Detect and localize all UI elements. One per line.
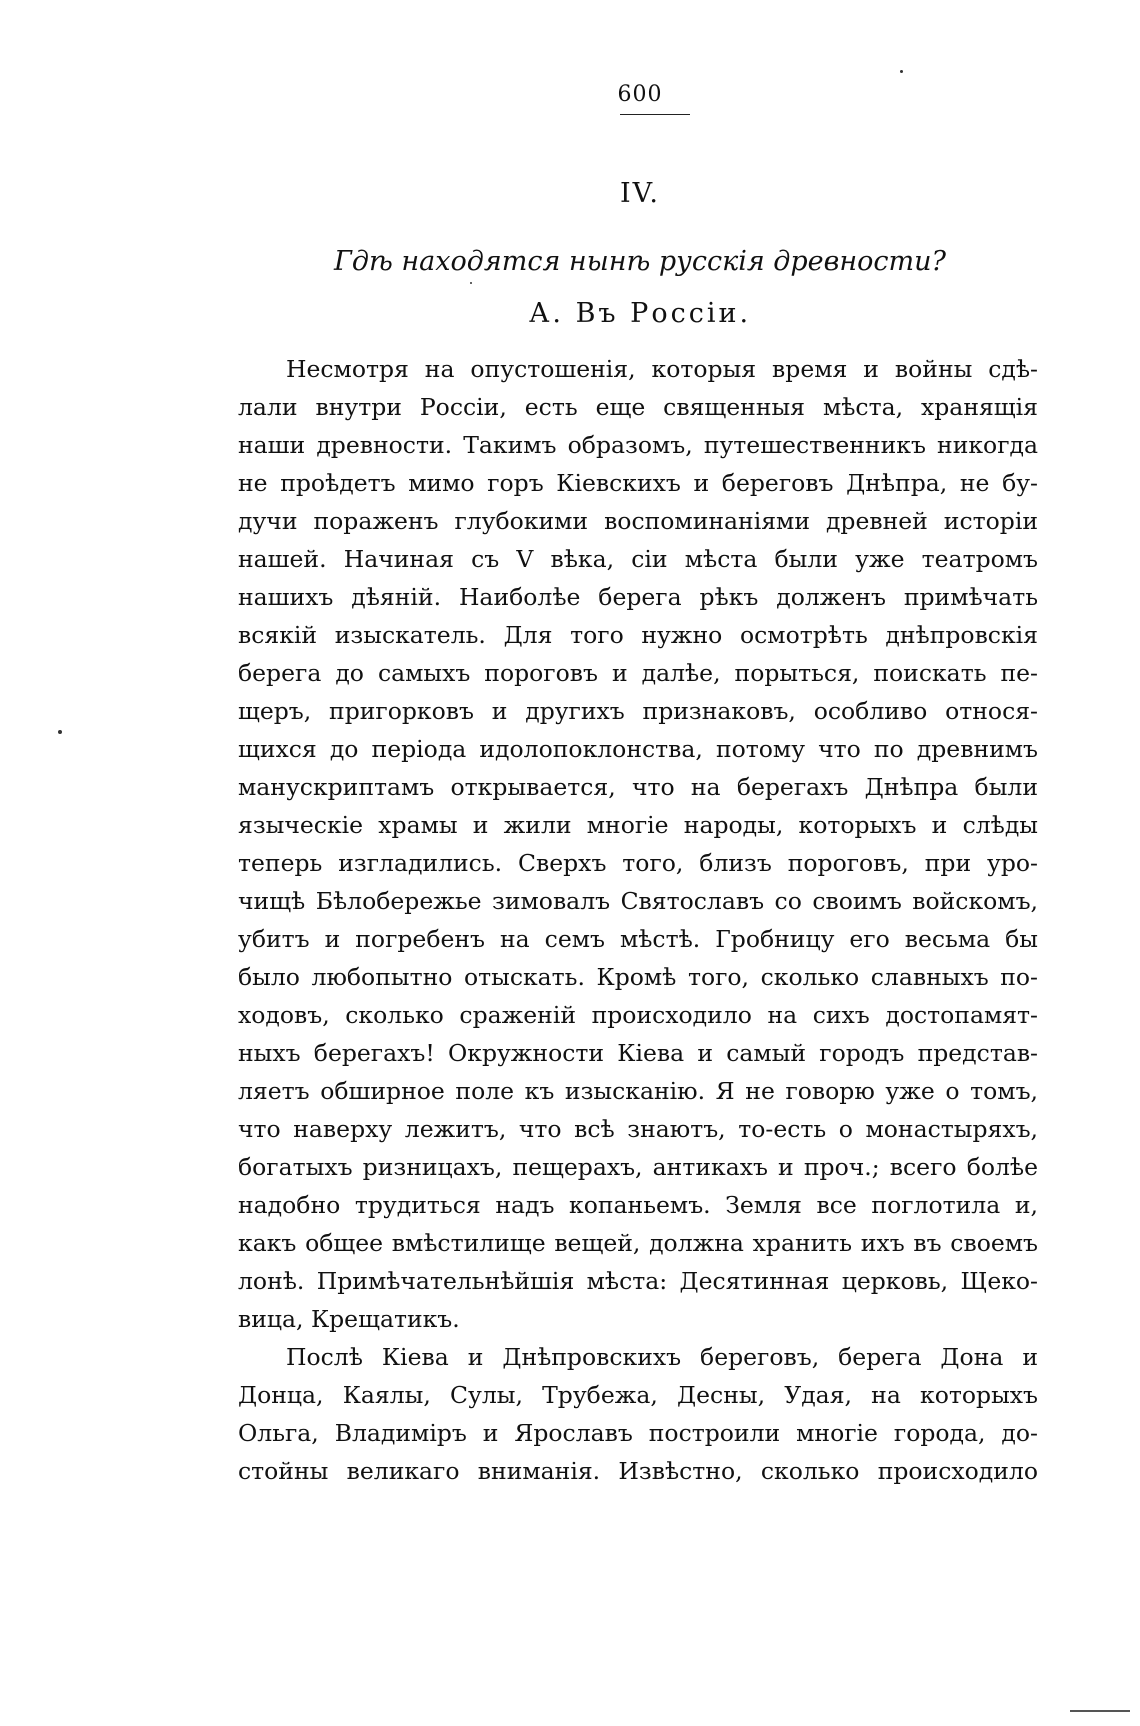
text-line: стойны великаго вниманія. Извѣстно, сколько происходило <box>238 1457 1038 1485</box>
text-line: лонѣ. Примѣчательнѣйшія мѣста: Десятинная церковь, Щеко- <box>238 1267 1038 1295</box>
text-line: убитъ и погребенъ на семъ мѣстѣ. Гробницу его весьма бы <box>238 925 1038 953</box>
text-line: дучи пораженъ глубокими воспоминаніями древней исторіи <box>238 507 1038 535</box>
text-line: нашей. Начиная съ V вѣка, сіи мѣста были уже театромъ <box>238 545 1038 573</box>
scan-corner-mark <box>1070 1710 1130 1712</box>
text-line: языческіе храмы и жили многіе народы, которыхъ и слѣды <box>238 811 1038 839</box>
paragraph-2 <box>238 1338 1038 1490</box>
body-text <box>238 350 1038 1490</box>
text-line: ляетъ обширное поле къ изысканію. Я не говорю уже о томъ, <box>238 1077 1038 1105</box>
page-number: 600 <box>617 82 663 107</box>
chapter-numeral: IV. <box>619 178 661 209</box>
text-line: надобно трудиться надъ копаньемъ. Земля все поглотила и, <box>238 1191 1038 1219</box>
text-line: берега до самыхъ пороговъ и далѣе, порыться, поискать пе- <box>238 659 1038 687</box>
section-heading: А. Въ Россіи. <box>528 298 752 329</box>
text-line: щихся до періода идолопоклонства, потому что по древнимъ <box>238 735 1038 763</box>
text-line: было любопытно отыскать. Кромѣ того, сколько славныхъ по- <box>238 963 1038 991</box>
text-line: Послѣ Кіева и Днѣпровскихъ береговъ, берега Дона и <box>286 1343 1038 1371</box>
text-line: вица, Крещатикъ. <box>238 1305 460 1333</box>
text-line: нашихъ дѣяній. Наиболѣе берега рѣкъ долженъ примѣчать <box>238 583 1038 611</box>
scan-speck <box>900 70 903 73</box>
text-line: Несмотря на опустошенія, которыя время и войны сдѣ- <box>286 355 1038 383</box>
scan-speck <box>470 282 472 284</box>
text-line: щеръ, пригорковъ и другихъ признаковъ, особливо относя- <box>238 697 1038 725</box>
text-line: богатыхъ ризницахъ, пещерахъ, антикахъ и проч.; всего болѣе <box>238 1153 1038 1181</box>
text-line: теперь изгладились. Сверхъ того, близъ пороговъ, при уро- <box>238 849 1038 877</box>
text-line: ходовъ, сколько сраженій происходило на сихъ достопамят- <box>238 1001 1038 1029</box>
text-line: всякій изыскатель. Для того нужно осмотрѣть днѣпровскія <box>238 621 1038 649</box>
text-line: манускриптамъ открывается, что на берегахъ Днѣпра были <box>238 773 1038 801</box>
chapter-title: Гдѣ находятся нынѣ русскія древности? <box>333 246 947 277</box>
text-line: наши древности. Такимъ образомъ, путешественникъ никогда <box>238 431 1038 459</box>
page-number-rule <box>620 114 690 115</box>
text-line: Донца, Каялы, Сулы, Трубежа, Десны, Удая, на которыхъ <box>238 1381 1038 1409</box>
text-line: лали внутри Россіи, есть еще священныя мѣста, хранящія <box>238 393 1038 421</box>
text-line: не проѣдетъ мимо горъ Кіевскихъ и береговъ Днѣпра, не бу- <box>238 469 1038 497</box>
text-line: что наверху лежитъ, что всѣ знаютъ, то-есть о монастыряхъ, <box>238 1115 1038 1143</box>
text-line: ныхъ берегахъ! Окружности Кіева и самый городъ представ- <box>238 1039 1038 1067</box>
scan-speck <box>58 730 62 734</box>
paragraph-1 <box>238 350 1038 1338</box>
text-line: какъ общее вмѣстилище вещей, должна хранить ихъ въ своемъ <box>238 1229 1038 1257</box>
text-line: чищѣ Бѣлобережье зимовалъ Святославъ со своимъ войскомъ, <box>238 887 1038 915</box>
text-line: Ольга, Владиміръ и Ярославъ построили многіе города, до- <box>238 1419 1038 1447</box>
